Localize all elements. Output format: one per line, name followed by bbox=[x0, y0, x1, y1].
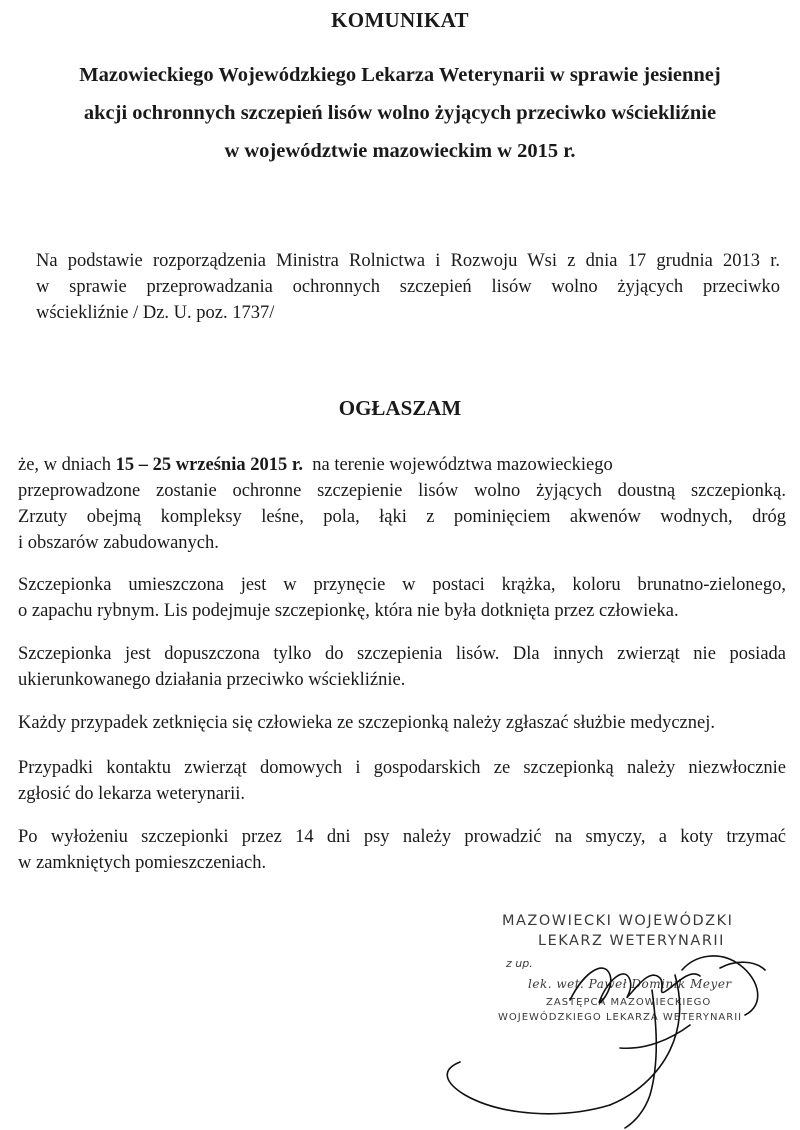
paragraph-vaccine-scope bbox=[18, 641, 786, 693]
paragraph-line: w zamkniętych pomieszczeniach. bbox=[18, 853, 267, 873]
stamp-office-line: MAZOWIECKI WOJEWÓDZKI bbox=[502, 913, 734, 929]
subtitle-line: Mazowieckiego Wojewódzkiego Lekarza Weterynarii w sprawie jesiennej bbox=[79, 64, 721, 86]
legal-basis-paragraph bbox=[36, 248, 780, 326]
paragraph-line: Zrzuty obejmą kompleksy leśne, pola, łąki z pominięciem akwenów wodnych, dróg bbox=[18, 507, 786, 527]
paragraph-line: o zapachu rybnym. Lis podejmuje szczepionkę, która nie była dotknięta przez człowieka. bbox=[18, 601, 679, 621]
paragraph-line: ukierunkowanego działania przeciwko wściekliźnie. bbox=[18, 670, 406, 690]
paragraph-pet-restrictions bbox=[18, 824, 786, 876]
paragraph-campaign-dates bbox=[18, 452, 786, 556]
paragraph-intro: że, w dniach bbox=[18, 455, 116, 475]
subtitle-line: akcji ochronnych szczepień lisów wolno żyjących przeciwko wściekliźnie bbox=[83, 102, 717, 124]
paragraph-line: Szczepionka umieszczona jest w przynęcie w postaci krążka, koloru brunatno-zielonego, bbox=[18, 575, 786, 595]
paragraph-animal-contact bbox=[18, 755, 786, 807]
handwritten-signature bbox=[420, 930, 800, 1130]
stamp-office-line: LEKARZ WETERYNARII bbox=[538, 933, 725, 949]
stamp-signatory-name: lek. wet. Paweł Dominik Meyer bbox=[528, 977, 732, 991]
paragraph-intro-rest: na terenie województwa mazowieckiego bbox=[303, 455, 613, 475]
stamp-role-line: ZASTĘPCA MAZOWIECKIEGO bbox=[546, 997, 712, 1008]
paragraph-line: i obszarów zabudowanych. bbox=[18, 533, 219, 553]
stamp-role-line: WOJEWÓDZKIEGO LEKARZA WETERYNARII bbox=[498, 1012, 743, 1023]
paragraph-line: zgłosić do lekarza weterynarii. bbox=[18, 784, 246, 804]
legal-basis-line: Na podstawie rozporządzenia Ministra Rolnictwa i Rozwoju Wsi z dnia 17 grudnia 2013 r. bbox=[36, 251, 780, 271]
paragraph-line: Po wyłożeniu szczepionki przez 14 dni psy należy prowadzić na smyczy, a koty trzymać bbox=[18, 827, 786, 847]
subtitle-line: w województwie mazowieckim w 2015 r. bbox=[224, 140, 576, 162]
paragraph-bait-description bbox=[18, 572, 786, 624]
paragraph-line bbox=[18, 452, 786, 478]
document-title: KOMUNIKAT bbox=[331, 8, 469, 32]
legal-basis-line: w sprawie przeprowadzania ochronnych szczepień lisów wolno żyjących przeciwko bbox=[36, 277, 780, 297]
campaign-date-range: 15 – 25 września 2015 r. bbox=[115, 455, 303, 475]
paragraph-human-contact bbox=[18, 710, 786, 736]
paragraph-line: Przypadki kontaktu zwierząt domowych i gospodarskich ze szczepionką należy niezwłocznie bbox=[18, 758, 786, 778]
paragraph-line: przeprowadzone zostanie ochronne szczepienie lisów wolno żyjących doustną szczepionką. bbox=[18, 481, 786, 501]
paragraph-line: Szczepionka jest dopuszczona tylko do szczepienia lisów. Dla innych zwierząt nie posiada bbox=[18, 644, 786, 664]
stamp-on-behalf: z up. bbox=[506, 957, 533, 970]
paragraph-line: Każdy przypadek zetknięcia się człowieka ze szczepionką należy zgłaszać służbie medycznej. bbox=[18, 713, 715, 733]
document-subtitle bbox=[20, 56, 780, 170]
announcement-heading: OGŁASZAM bbox=[338, 396, 462, 420]
legal-basis-line: wściekliźnie / Dz. U. poz. 1737/ bbox=[36, 303, 275, 323]
